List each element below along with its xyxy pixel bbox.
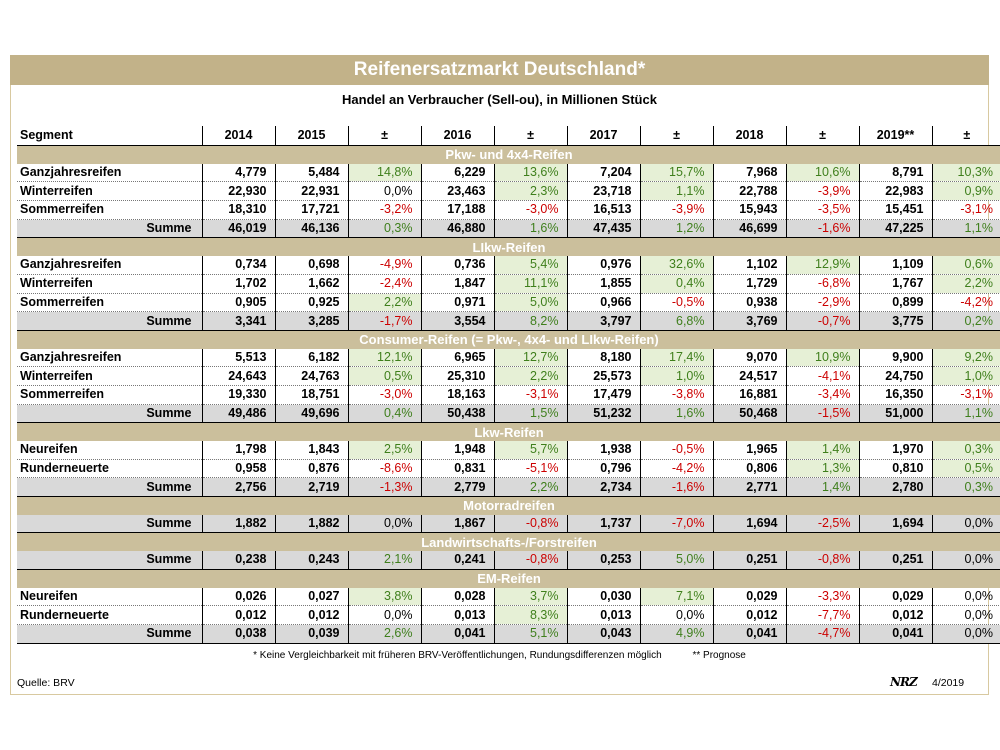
value-cell: 3,797 [567,312,640,331]
change-cell: 5,1% [494,624,567,643]
sum-label: Summe [17,624,202,643]
page-title: Reifenersatzmarkt Deutschland* [10,55,989,85]
change-cell: 3,8% [348,588,421,606]
change-cell: 0,0% [348,515,421,533]
value-cell: 49,696 [275,404,348,423]
sum-label: Summe [17,312,202,331]
value-cell: 8,791 [859,164,932,182]
section-title: Pkw- und 4x4-Reifen [17,146,1000,164]
value-cell: 0,029 [859,588,932,606]
change-cell: 12,9% [786,256,859,274]
change-cell: 3,7% [494,588,567,606]
table-row [17,588,1000,606]
value-cell: 3,341 [202,312,275,331]
column-header: 2014 [202,126,275,146]
change-cell: -6,8% [786,274,859,293]
row-label: Winterreifen [17,367,202,386]
value-cell: 0,905 [202,293,275,312]
value-cell: 0,796 [567,459,640,478]
value-cell: 3,285 [275,312,348,331]
value-cell: 1,694 [713,515,786,533]
change-cell: 0,0% [932,515,1000,533]
table-row [17,293,1000,312]
value-cell: 2,780 [859,478,932,497]
section-title: Lkw-Reifen [17,423,1000,441]
section-header [17,146,1000,164]
sum-label: Summe [17,551,202,569]
value-cell: 0,971 [421,293,494,312]
value-cell: 46,699 [713,219,786,238]
value-cell: 15,451 [859,201,932,220]
change-cell: 15,7% [640,164,713,182]
value-cell: 16,513 [567,201,640,220]
value-cell: 0,736 [421,256,494,274]
value-cell: 0,030 [567,588,640,606]
change-cell: 0,4% [640,274,713,293]
change-cell: 5,0% [640,551,713,569]
change-cell: -4,7% [786,624,859,643]
change-cell: -3,9% [640,201,713,220]
change-cell: 1,4% [786,441,859,459]
column-header: ± [348,126,421,146]
section-title: LIkw-Reifen [17,238,1000,256]
value-cell: 25,310 [421,367,494,386]
change-cell: -0,8% [494,551,567,569]
nrz-logo: NRZ [890,675,917,689]
column-header: ± [640,126,713,146]
change-cell: -8,6% [348,459,421,478]
change-cell: 0,0% [932,606,1000,625]
change-cell: 1,1% [932,404,1000,423]
table-row [17,367,1000,386]
value-cell: 0,966 [567,293,640,312]
change-cell: 9,2% [932,349,1000,367]
value-cell: 23,718 [567,182,640,201]
value-cell: 24,763 [275,367,348,386]
change-cell: 0,3% [932,441,1000,459]
value-cell: 2,756 [202,478,275,497]
row-label: Sommerreifen [17,201,202,220]
row-label: Winterreifen [17,182,202,201]
change-cell: -1,3% [348,478,421,497]
value-cell: 0,938 [713,293,786,312]
change-cell: 1,0% [932,367,1000,386]
change-cell: 2,5% [348,441,421,459]
value-cell: 6,229 [421,164,494,182]
change-cell: 0,5% [348,367,421,386]
change-cell: -2,5% [786,515,859,533]
change-cell: -0,7% [786,312,859,331]
value-cell: 2,771 [713,478,786,497]
row-label: Neureifen [17,588,202,606]
value-cell: 0,039 [275,624,348,643]
value-cell: 0,043 [567,624,640,643]
row-label: Runderneuerte [17,606,202,625]
value-cell: 1,737 [567,515,640,533]
value-cell: 0,013 [567,606,640,625]
value-cell: 1,867 [421,515,494,533]
value-cell: 3,775 [859,312,932,331]
change-cell: -4,9% [348,256,421,274]
change-cell: 8,2% [494,312,567,331]
table-row [17,274,1000,293]
section-title: Motorradreifen [17,497,1000,515]
change-cell: 1,2% [640,219,713,238]
value-cell: 0,012 [275,606,348,625]
change-cell: -7,0% [640,515,713,533]
change-cell: 17,4% [640,349,713,367]
change-cell: 6,8% [640,312,713,331]
change-cell: -3,2% [348,201,421,220]
change-cell: 4,9% [640,624,713,643]
value-cell: 0,041 [713,624,786,643]
section-header [17,423,1000,441]
value-cell: 1,938 [567,441,640,459]
footnote-forecast: ** Prognose [692,650,746,661]
change-cell: -3,5% [786,201,859,220]
section-title: Landwirtschafts-/Forstreifen [17,533,1000,551]
value-cell: 22,983 [859,182,932,201]
change-cell: -4,2% [640,459,713,478]
table-row [17,441,1000,459]
value-cell: 9,900 [859,349,932,367]
change-cell: 0,6% [932,256,1000,274]
date-label: 4/2019 [932,677,965,689]
change-cell: 2,2% [494,367,567,386]
change-cell: 10,9% [786,349,859,367]
change-cell: -1,7% [348,312,421,331]
change-cell: 0,3% [348,219,421,238]
row-label: Ganzjahresreifen [17,349,202,367]
value-cell: 1,102 [713,256,786,274]
column-header: ± [786,126,859,146]
value-cell: 7,204 [567,164,640,182]
change-cell: 1,1% [640,182,713,201]
value-cell: 1,729 [713,274,786,293]
change-cell: 5,7% [494,441,567,459]
change-cell: 1,5% [494,404,567,423]
change-cell: 0,0% [932,551,1000,569]
change-cell: -2,4% [348,274,421,293]
value-cell: 1,702 [202,274,275,293]
row-label: Runderneuerte [17,459,202,478]
change-cell: 13,6% [494,164,567,182]
row-label: Ganzjahresreifen [17,256,202,274]
table-row [17,256,1000,274]
table-row [17,164,1000,182]
value-cell: 0,831 [421,459,494,478]
change-cell: -3,4% [786,385,859,404]
change-cell: -0,5% [640,293,713,312]
sum-label: Summe [17,219,202,238]
value-cell: 1,847 [421,274,494,293]
value-cell: 1,948 [421,441,494,459]
value-cell: 25,573 [567,367,640,386]
change-cell: 10,6% [786,164,859,182]
data-table [17,126,1000,644]
value-cell: 22,788 [713,182,786,201]
change-cell: -3,9% [786,182,859,201]
value-cell: 0,251 [859,551,932,569]
column-header: 2016 [421,126,494,146]
value-cell: 17,479 [567,385,640,404]
row-label: Neureifen [17,441,202,459]
table-row [17,385,1000,404]
row-label: Winterreifen [17,274,202,293]
value-cell: 1,767 [859,274,932,293]
value-cell: 1,855 [567,274,640,293]
change-cell: -3,0% [494,201,567,220]
value-cell: 46,880 [421,219,494,238]
change-cell: 0,0% [640,606,713,625]
section-header [17,238,1000,256]
section-header [17,533,1000,551]
table-row [17,459,1000,478]
change-cell: -1,6% [640,478,713,497]
change-cell: -0,8% [494,515,567,533]
value-cell: 1,662 [275,274,348,293]
value-cell: 0,899 [859,293,932,312]
value-cell: 50,438 [421,404,494,423]
value-cell: 15,943 [713,201,786,220]
change-cell: 8,3% [494,606,567,625]
value-cell: 0,698 [275,256,348,274]
change-cell: -4,2% [932,293,1000,312]
value-cell: 47,435 [567,219,640,238]
row-label: Ganzjahresreifen [17,164,202,182]
change-cell: 0,0% [932,588,1000,606]
change-cell: -1,6% [786,219,859,238]
column-header: 2017 [567,126,640,146]
change-cell: -7,7% [786,606,859,625]
change-cell: 14,8% [348,164,421,182]
footnote-comparability: * Keine Vergleichbarkeit mit früheren BRV-Veröffentlichungen, Rundungsdifferenzen möglich [253,650,662,661]
value-cell: 5,484 [275,164,348,182]
value-cell: 0,238 [202,551,275,569]
value-cell: 0,012 [713,606,786,625]
value-cell: 2,734 [567,478,640,497]
value-cell: 0,241 [421,551,494,569]
value-cell: 0,012 [202,606,275,625]
change-cell: -2,9% [786,293,859,312]
value-cell: 16,881 [713,385,786,404]
sum-row [17,312,1000,331]
value-cell: 24,750 [859,367,932,386]
value-cell: 17,188 [421,201,494,220]
value-cell: 3,554 [421,312,494,331]
value-cell: 6,182 [275,349,348,367]
value-cell: 22,931 [275,182,348,201]
change-cell: 10,3% [932,164,1000,182]
table-row [17,349,1000,367]
value-cell: 0,012 [859,606,932,625]
value-cell: 0,038 [202,624,275,643]
section-title: EM-Reifen [17,569,1000,587]
value-cell: 0,806 [713,459,786,478]
data-table-container [17,126,993,644]
value-cell: 0,251 [713,551,786,569]
value-cell: 1,109 [859,256,932,274]
value-cell: 0,253 [567,551,640,569]
change-cell: 0,2% [932,312,1000,331]
change-cell: 1,4% [786,478,859,497]
section-header [17,569,1000,587]
value-cell: 1,882 [202,515,275,533]
change-cell: -4,1% [786,367,859,386]
section-header [17,330,1000,348]
table-header-row [17,126,1000,146]
value-cell: 1,882 [275,515,348,533]
change-cell: 2,3% [494,182,567,201]
change-cell: 0,0% [932,624,1000,643]
table-row [17,201,1000,220]
change-cell: -3,1% [494,385,567,404]
value-cell: 0,976 [567,256,640,274]
value-cell: 0,026 [202,588,275,606]
value-cell: 1,843 [275,441,348,459]
change-cell: 1,6% [640,404,713,423]
source-label: Quelle: BRV [17,677,75,689]
value-cell: 23,463 [421,182,494,201]
value-cell: 18,751 [275,385,348,404]
change-cell: 32,6% [640,256,713,274]
value-cell: 0,028 [421,588,494,606]
value-cell: 2,719 [275,478,348,497]
value-cell: 0,925 [275,293,348,312]
value-cell: 46,136 [275,219,348,238]
change-cell: 5,0% [494,293,567,312]
value-cell: 18,310 [202,201,275,220]
sum-row [17,624,1000,643]
table-row [17,182,1000,201]
value-cell: 7,968 [713,164,786,182]
column-header: ± [494,126,567,146]
sum-row [17,478,1000,497]
value-cell: 0,013 [421,606,494,625]
value-cell: 51,000 [859,404,932,423]
change-cell: 0,5% [932,459,1000,478]
change-cell: -3,1% [932,385,1000,404]
value-cell: 0,027 [275,588,348,606]
sum-row [17,404,1000,423]
change-cell: 0,0% [348,182,421,201]
change-cell: -1,5% [786,404,859,423]
change-cell: 2,1% [348,551,421,569]
row-label: Sommerreifen [17,385,202,404]
sum-label: Summe [17,404,202,423]
section-header [17,497,1000,515]
change-cell: -3,8% [640,385,713,404]
value-cell: 3,769 [713,312,786,331]
value-cell: 16,350 [859,385,932,404]
value-cell: 1,694 [859,515,932,533]
change-cell: 11,1% [494,274,567,293]
change-cell: 1,6% [494,219,567,238]
change-cell: 2,6% [348,624,421,643]
value-cell: 5,513 [202,349,275,367]
value-cell: 47,225 [859,219,932,238]
value-cell: 24,643 [202,367,275,386]
change-cell: 2,2% [494,478,567,497]
value-cell: 17,721 [275,201,348,220]
value-cell: 0,810 [859,459,932,478]
value-cell: 0,029 [713,588,786,606]
sum-row [17,515,1000,533]
sum-label: Summe [17,515,202,533]
value-cell: 51,232 [567,404,640,423]
value-cell: 1,970 [859,441,932,459]
value-cell: 0,041 [859,624,932,643]
value-cell: 0,958 [202,459,275,478]
change-cell: -5,1% [494,459,567,478]
value-cell: 6,965 [421,349,494,367]
change-cell: 0,0% [348,606,421,625]
change-cell: 2,2% [348,293,421,312]
sum-label: Summe [17,478,202,497]
change-cell: 12,7% [494,349,567,367]
change-cell: 5,4% [494,256,567,274]
value-cell: 24,517 [713,367,786,386]
change-cell: 1,3% [786,459,859,478]
section-title: Consumer-Reifen (= Pkw-, 4x4- und LIkw-Reifen) [17,330,1000,348]
change-cell: 0,3% [932,478,1000,497]
value-cell: 8,180 [567,349,640,367]
change-cell: 1,0% [640,367,713,386]
value-cell: 0,734 [202,256,275,274]
column-header: 2019** [859,126,932,146]
change-cell: -3,0% [348,385,421,404]
value-cell: 1,798 [202,441,275,459]
value-cell: 50,468 [713,404,786,423]
change-cell: -0,8% [786,551,859,569]
row-label: Sommerreifen [17,293,202,312]
change-cell: 1,1% [932,219,1000,238]
value-cell: 0,041 [421,624,494,643]
value-cell: 9,070 [713,349,786,367]
change-cell: -0,5% [640,441,713,459]
change-cell: 0,4% [348,404,421,423]
table-row [17,606,1000,625]
change-cell: 12,1% [348,349,421,367]
change-cell: 0,9% [932,182,1000,201]
value-cell: 49,486 [202,404,275,423]
footnote [10,650,989,661]
value-cell: 2,779 [421,478,494,497]
column-header: 2018 [713,126,786,146]
subtitle: Handel an Verbraucher (Sell-ou), in Millionen Stück [342,92,657,107]
value-cell: 1,965 [713,441,786,459]
value-cell: 0,876 [275,459,348,478]
sum-row [17,551,1000,569]
column-header: 2015 [275,126,348,146]
column-header: Segment [17,126,202,146]
change-cell: 2,2% [932,274,1000,293]
value-cell: 0,243 [275,551,348,569]
value-cell: 46,019 [202,219,275,238]
sum-row [17,219,1000,238]
value-cell: 4,779 [202,164,275,182]
column-header: ± [932,126,1000,146]
value-cell: 22,930 [202,182,275,201]
change-cell: -3,3% [786,588,859,606]
value-cell: 19,330 [202,385,275,404]
change-cell: -3,1% [932,201,1000,220]
value-cell: 18,163 [421,385,494,404]
change-cell: 7,1% [640,588,713,606]
